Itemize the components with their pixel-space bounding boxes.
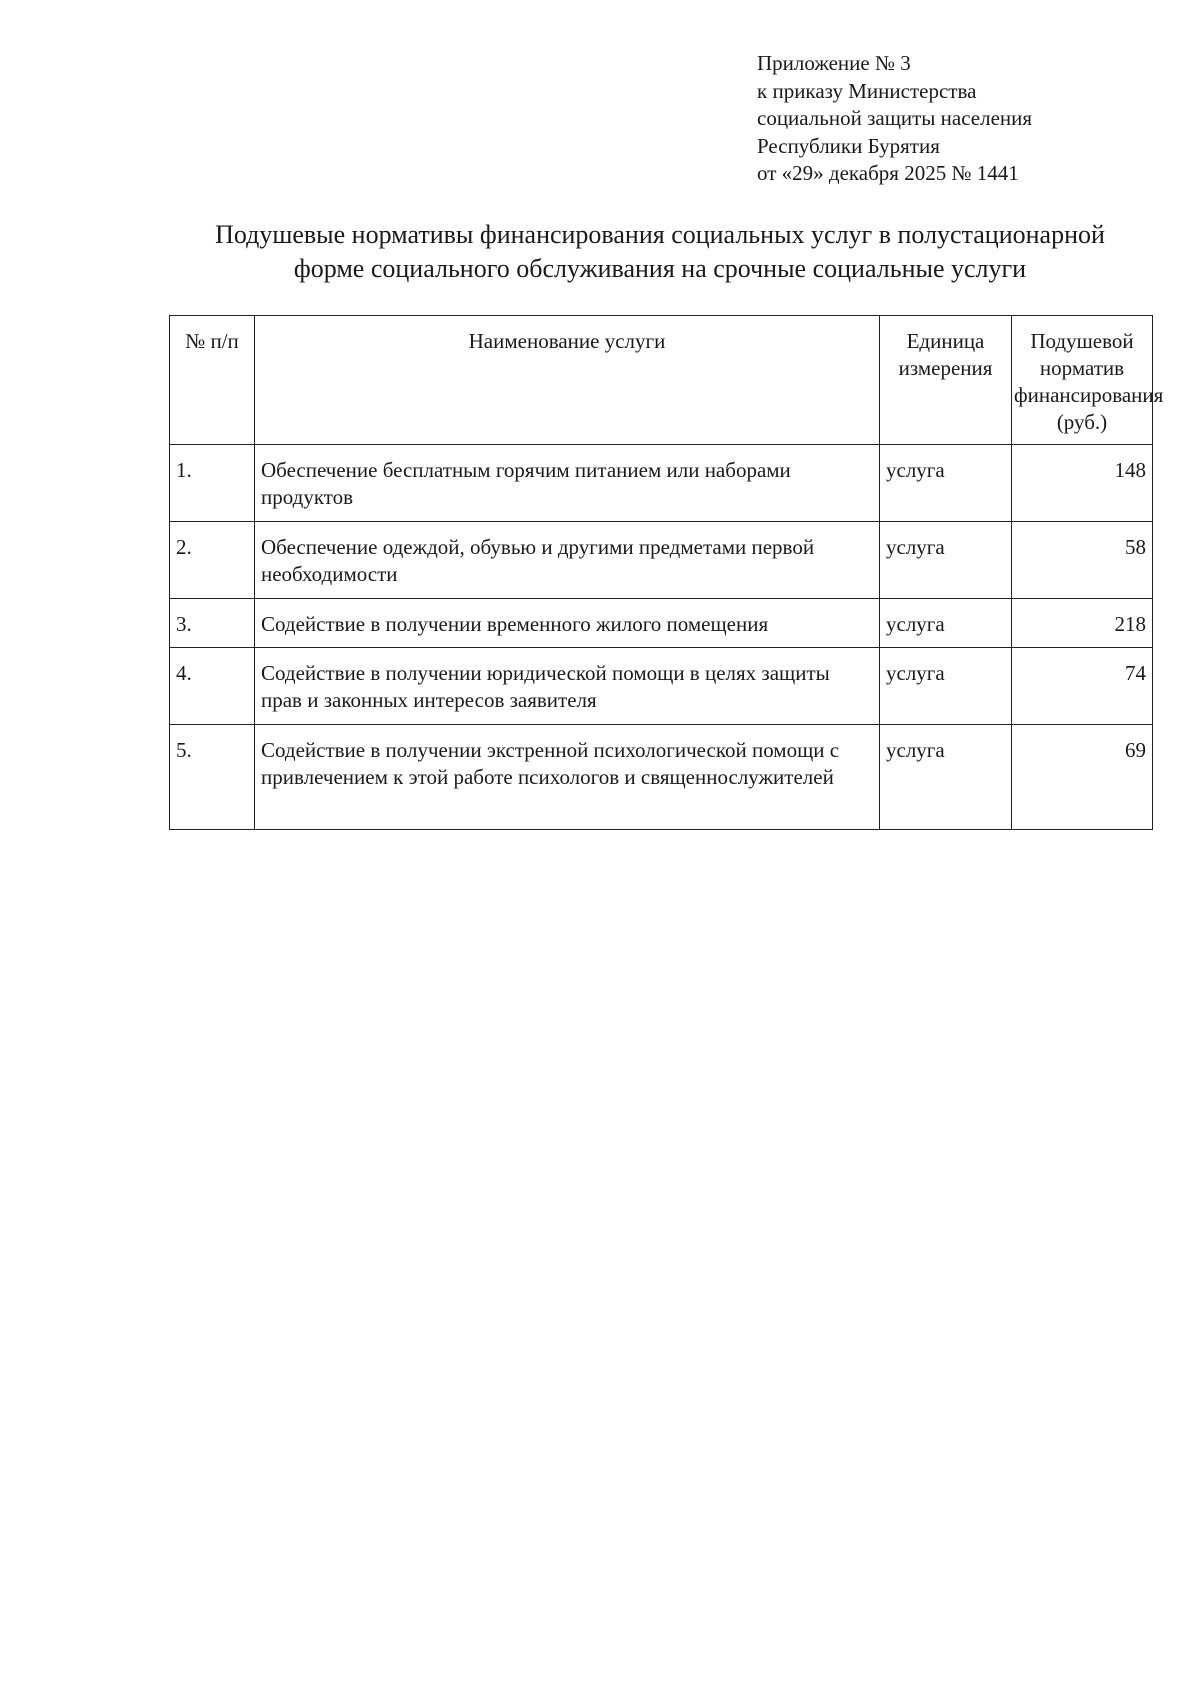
header-unit: Единица измерения xyxy=(880,316,1012,445)
row-norm-value: 148 xyxy=(1012,445,1153,522)
row-service-name: Обеспечение бесплатным горячим питанием или наборами продуктов xyxy=(255,445,880,522)
row-norm-value: 74 xyxy=(1012,648,1153,725)
row-norm-value: 69 xyxy=(1012,725,1153,830)
table-header-row xyxy=(170,316,1153,445)
header-norm: Подушевой норматив финансирования (руб.) xyxy=(1012,316,1153,445)
table-row xyxy=(170,725,1153,830)
appendix-line: Приложение № 3 xyxy=(757,51,911,75)
row-unit: услуга xyxy=(880,445,1012,522)
row-service-name: Содействие в получении временного жилого помещения xyxy=(255,599,880,648)
row-unit: услуга xyxy=(880,648,1012,725)
row-unit: услуга xyxy=(880,522,1012,599)
row-service-name: Содействие в получении юридической помощи в целях защиты прав и законных интересов заявителя xyxy=(255,648,880,725)
row-service-name: Обеспечение одеждой, обувью и другими предметами первой необходимости xyxy=(255,522,880,599)
row-unit: услуга xyxy=(880,725,1012,830)
row-unit: услуга xyxy=(880,599,1012,648)
appendix-line: Республики Бурятия xyxy=(757,133,940,158)
header-service-name: Наименование услуги xyxy=(255,316,880,445)
row-norm-value: 218 xyxy=(1012,599,1153,648)
table-row xyxy=(170,522,1153,599)
title-line: Подушевые нормативы финансирования социальных услуг в полустационарной xyxy=(215,220,1105,249)
row-number: 4. xyxy=(170,648,255,725)
table-row xyxy=(170,445,1153,522)
appendix-line: от «29» декабря 2025 № 1441 xyxy=(757,161,1019,185)
row-number: 2. xyxy=(170,522,255,599)
document-title xyxy=(160,218,1160,286)
row-number: 3. xyxy=(170,599,255,648)
title-line: форме социального обслуживания на срочные социальные услуги xyxy=(293,254,1027,283)
header-number: № п/п xyxy=(170,316,255,445)
appendix-line: к приказу Министерства xyxy=(757,78,977,103)
table-row xyxy=(170,599,1153,648)
row-service-name: Содействие в получении экстренной психологической помощи с привлечением к этой работе психологов и священнослужителей xyxy=(255,725,880,830)
table-row xyxy=(170,648,1153,725)
row-norm-value: 58 xyxy=(1012,522,1153,599)
row-number: 1. xyxy=(170,445,255,522)
appendix-line: социальной защиты населения xyxy=(757,106,1033,130)
row-number: 5. xyxy=(170,725,255,830)
norms-table xyxy=(169,315,1164,830)
appendix-reference xyxy=(757,50,1177,188)
